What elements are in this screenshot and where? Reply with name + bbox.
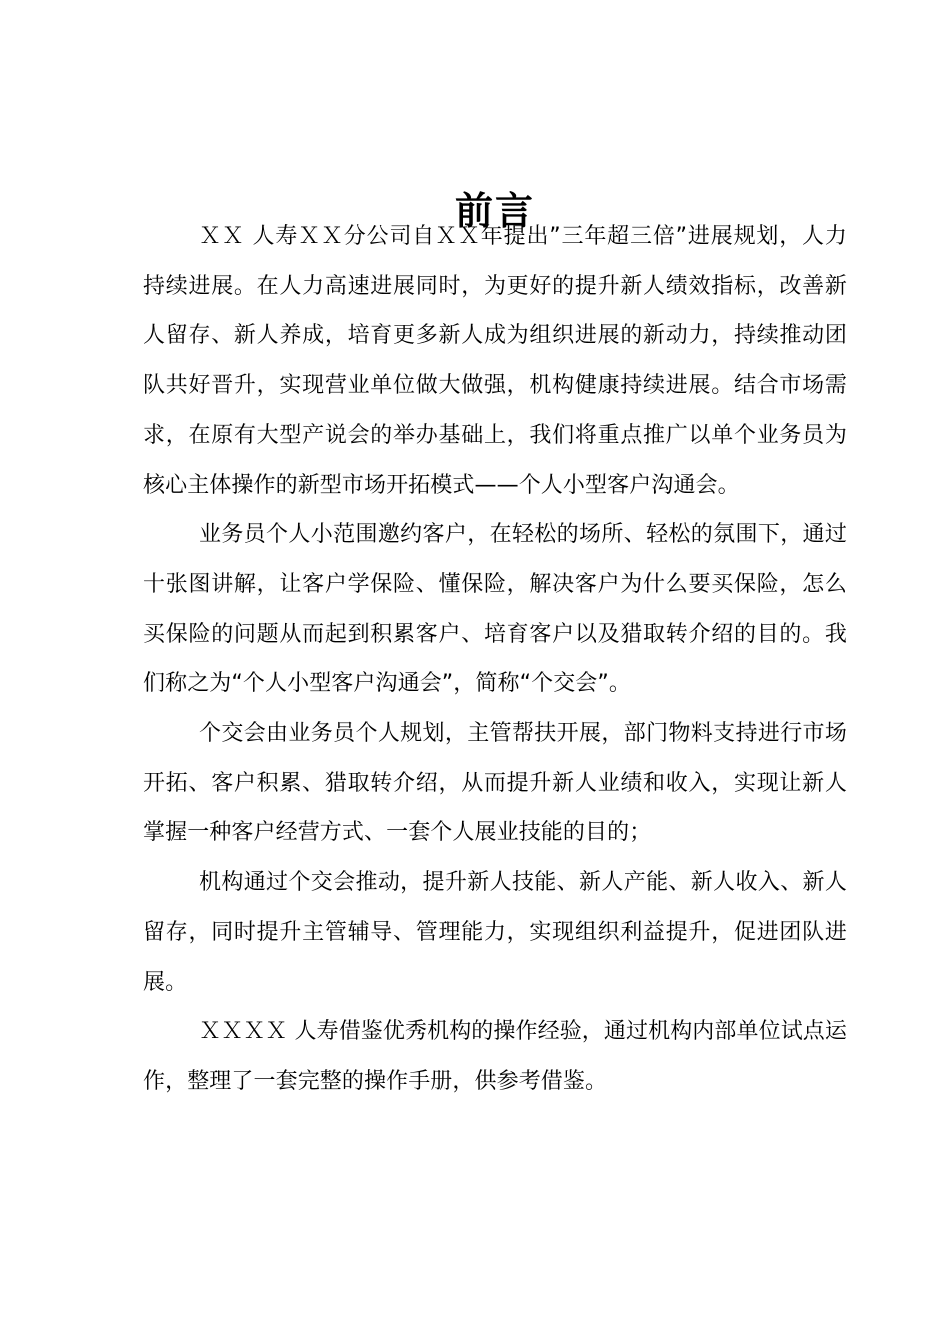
page-title: 前言 (454, 189, 535, 234)
paragraph-4: 机构通过个交会推动，提升新人技能、新人产能、新人收入、新人留存，同时提升主管辅导、管理能力，实现组织利益提升，促进团队进展。 (143, 870, 847, 995)
paragraph-1: ＸＸ 人寿ＸＸ分公司自ＸＸ年提出”三年超三倍”进展规划，人力持续进展。在人力高速进展同时，为更好的提升新人绩效指标，改善新人留存、新人养成，培育更多新人成为组织进展的新动力，持续推动团队共好晋升，实现营业单位做大做强，机构健康持续进展。结合市场需求，在原有大型产说会的举办基础上，我们将重点推广以单个业务员为核心主体操作的新型市场开拓模式——个人小型客户沟通会。 (143, 224, 847, 498)
paragraph-3: 个交会由业务员个人规划，主管帮扶开展，部门物料支持进行市场开拓、客户积累、猎取转介绍，从而提升新人业绩和收入，实现让新人掌握一种客户经营方式、一套个人展业技能的目的； (143, 721, 847, 846)
paragraph-2: 业务员个人小范围邀约客户，在轻松的场所、轻松的氛围下，通过十张图讲解，让客户学保险、懂保险，解决客户为什么要买保险，怎么买保险的问题从而起到积累客户、培育客户以及猎取转介绍的目的。我们称之为“个人小型客户沟通会”，简称“个交会”。 (143, 522, 847, 697)
body-text (143, 212, 847, 1107)
paragraph-5: ＸＸＸＸ 人寿借鉴优秀机构的操作经验，通过机构内部单位试点运作，整理了一套完整的操作手册，供参考借鉴。 (143, 1019, 847, 1094)
